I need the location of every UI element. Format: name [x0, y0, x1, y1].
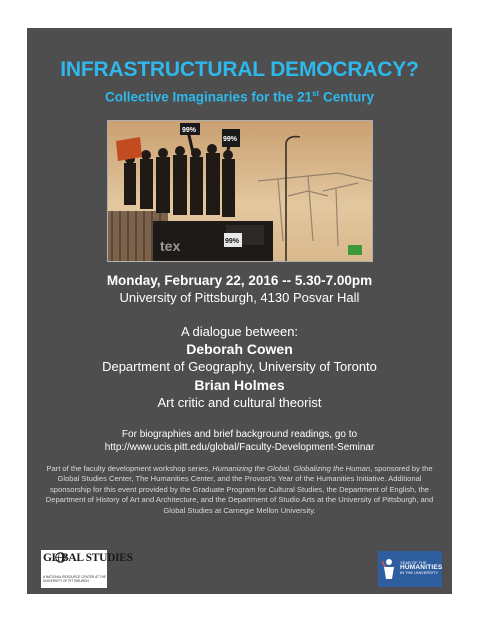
- paragraph-part-3: , sponsored by the Global Studies Center, The Humanities Center, and the Provost’s Year of the Humanities Initiative. Additional sponsorship for this event provided by the Graduate Program for Cultural Studies, the Department of English, the Department of History of Art and Architecture, and the Department of Studio Arts at the University of Pittsburgh, and Global Studies at Carnegie Mellon University.: [45, 464, 434, 515]
- bio-link[interactable]: http://www.ucis.pitt.edu/global/Faculty-Development-Seminar: [104, 442, 375, 453]
- subtitle-rest: Century: [319, 89, 374, 105]
- protest-photo: [107, 120, 373, 262]
- global-studies-logo: [41, 550, 133, 588]
- event-date: Monday, February 22, 2016 -- 5.30-7.00pm: [106, 273, 373, 288]
- gs-tagline-line2: UNIVERSITY OF PITTSBURGH: [43, 579, 89, 583]
- subtitle-main: Collective Imaginaries for the 21: [105, 89, 313, 105]
- dialogue-intro: A dialogue between:: [180, 324, 299, 339]
- speaker-affiliation: Department of Geography, University of Toronto: [102, 359, 377, 374]
- globe-icon: [55, 552, 66, 563]
- humanities-line3: IN THE UNIVERSITY: [400, 570, 439, 575]
- sign-text-2: 99%: [223, 136, 238, 143]
- global-studies-tagline: [43, 575, 105, 583]
- paragraph-part-1: Part of the faculty development workshop series,: [46, 464, 213, 473]
- humanities-line2: HUMANITIES: [400, 564, 443, 571]
- speaker-name: Deborah Cowen: [186, 341, 293, 357]
- protest-photo-image: [108, 121, 372, 261]
- sign-text-1: 99%: [182, 127, 197, 134]
- event-venue: University of Pittsburgh, 4130 Posvar Hall: [119, 290, 360, 305]
- poster-subtitle: [27, 89, 452, 105]
- humanities-wordmark: [400, 560, 442, 575]
- poster-title: INFRASTRUCTURAL DEMOCRACY?: [60, 58, 419, 81]
- gs-tagline-line1: A NATIONAL RESOURCE CENTER AT THE: [43, 575, 107, 579]
- global-studies-wordmark: GL BAL STUDIES: [43, 552, 133, 564]
- event-poster: [27, 28, 452, 594]
- truck-text: tex: [160, 238, 181, 254]
- sign-text-3: 99%: [225, 238, 240, 245]
- bio-instructions: For biographies and brief background readings, go to: [121, 429, 358, 440]
- humanities-line1: YEAR OF THE: [400, 560, 427, 565]
- sponsorship-paragraph: [37, 464, 442, 516]
- humanities-emblem-icon: [382, 557, 396, 581]
- humanities-logo: [378, 551, 442, 587]
- speaker-name: Brian Holmes: [194, 377, 285, 393]
- series-title: Humanizing the Global, Globalizing the Human: [212, 464, 371, 473]
- speaker-affiliation: Art critic and cultural theorist: [157, 395, 322, 410]
- subtitle-sup: st: [312, 89, 320, 98]
